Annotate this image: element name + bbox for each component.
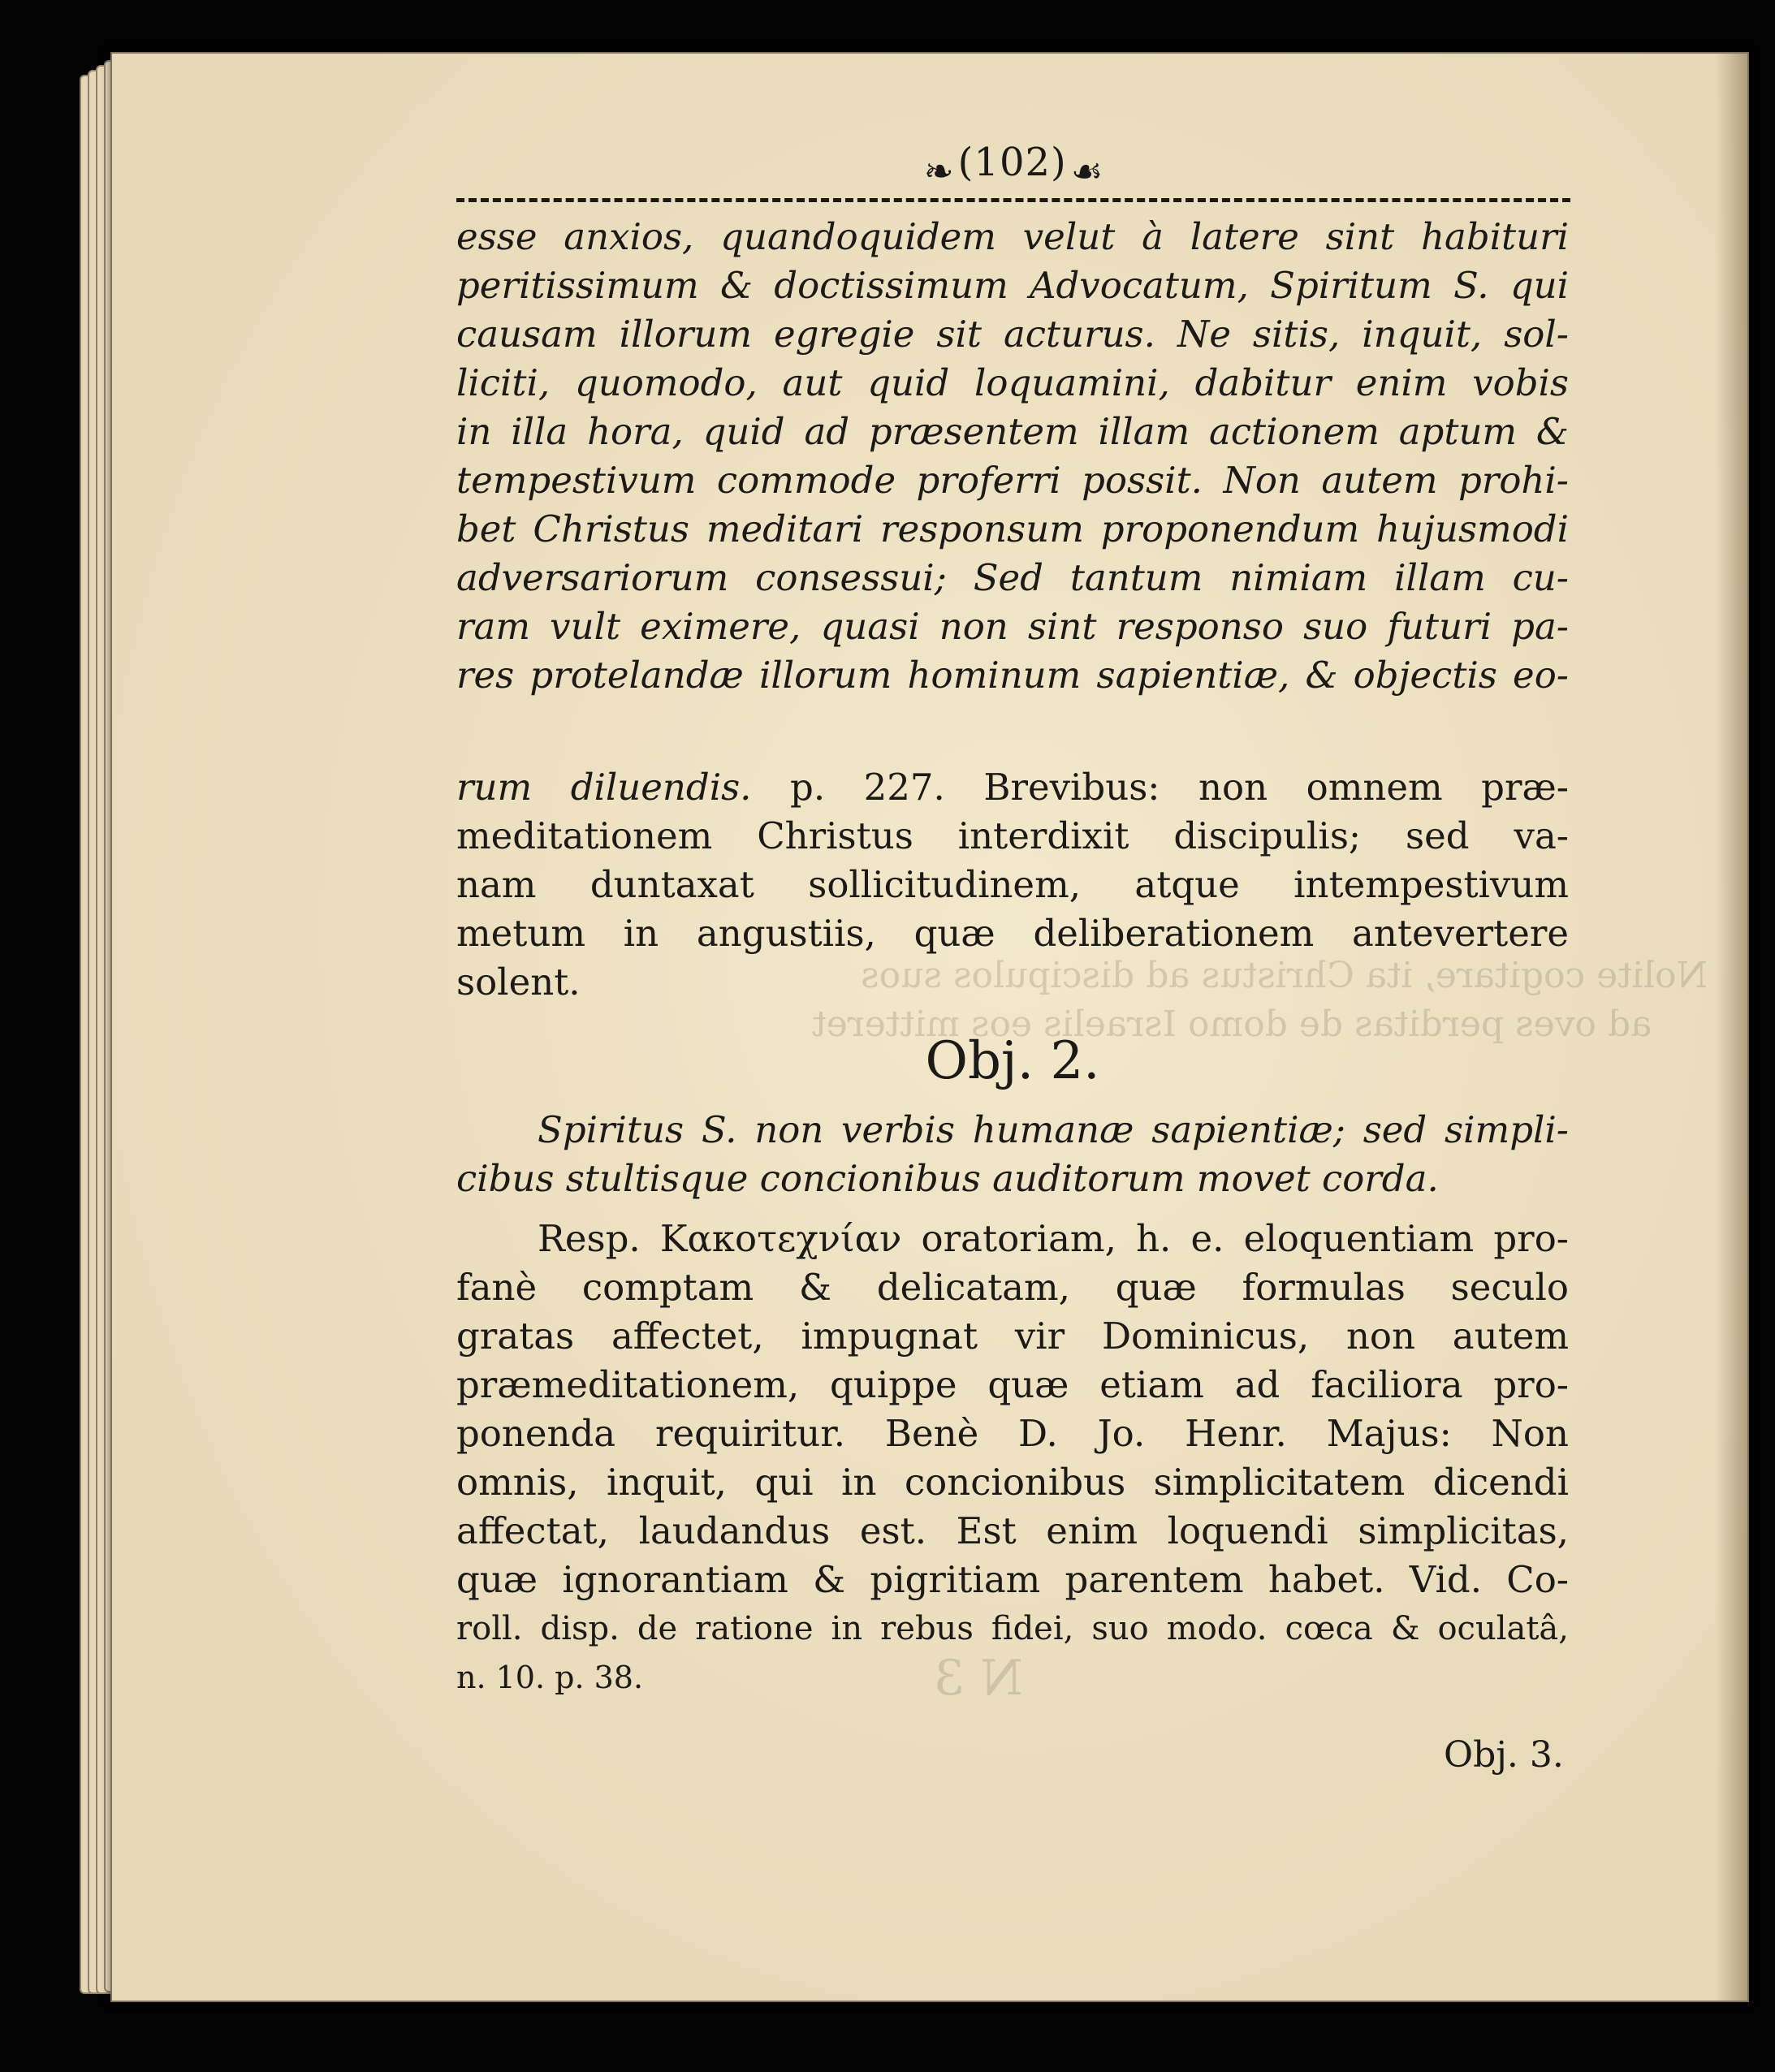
text-line: fanè comptam & delicatam, quæ formulas seculo bbox=[456, 1266, 1569, 1309]
show-through-signature: N 3 bbox=[934, 1650, 1023, 1707]
objection-text bbox=[456, 1155, 1569, 1203]
text-line: causam illorum egregie sit acturus. Ne sitis, inquit, sol- bbox=[456, 313, 1569, 356]
text-line: res protelandæ illorum hominum sapientiæ, & objectis eo- bbox=[456, 654, 1569, 697]
show-through-text: Nolite cogitare, ita Christus ad discipulos suos bbox=[861, 955, 1708, 996]
page-number: (102) bbox=[957, 140, 1067, 185]
text-line: ram vult eximere, quasi non sint responso suo futuri pa- bbox=[456, 605, 1569, 648]
text-line: n. 10. p. 38. bbox=[456, 1660, 644, 1695]
text-line: bet Christus meditari responsum proponendum hujusmodi bbox=[456, 507, 1569, 550]
text-line: nam duntaxat sollicitudinem, atque intempestivum bbox=[456, 863, 1569, 906]
italic-passage bbox=[456, 213, 1569, 700]
catchword: Obj. 3. bbox=[1444, 1734, 1564, 1776]
text-line: meditationem Christus interdixit discipulis; sed va- bbox=[456, 814, 1569, 857]
show-through-text: ad oves perditas de domo Israelis eos mitteret bbox=[812, 1004, 1652, 1045]
text-line: quæ ignorantiam & pigritiam parentem habet. Vid. Co- bbox=[456, 1558, 1569, 1601]
ornament-right-icon: ☙ bbox=[1070, 151, 1103, 192]
text-line: Resp. Κακοτεχνίαν oratoriam, h. e. eloquentiam pro- bbox=[538, 1217, 1569, 1260]
text-line: affectat, laudandus est. Est enim loquendi simplicitas, bbox=[456, 1509, 1569, 1552]
text-line: præmeditationem, quippe quæ etiam ad faciliora pro- bbox=[456, 1363, 1569, 1406]
text-line: metum in angustiis, quæ deliberationem antevertere bbox=[456, 912, 1569, 955]
text-line: gratas affectet, impugnat vir Dominicus, non autem bbox=[456, 1314, 1569, 1358]
text-line: solent. bbox=[456, 960, 581, 1004]
text-line: esse anxios, quandoquidem velut à latere sint habituri bbox=[456, 215, 1569, 258]
text-line: adversariorum consessui; Sed tantum nimiam illam cu- bbox=[456, 556, 1569, 599]
roman-passage bbox=[456, 812, 1569, 1007]
text-line: Spiritus S. non verbis humanæ sapientiæ; sed simpli- bbox=[538, 1108, 1569, 1151]
citation-roman: p. 227. Brevibus: non omnem præ- bbox=[751, 766, 1569, 809]
text-line: in illa hora, quid ad præsentem illam actionem aptum & bbox=[456, 410, 1569, 453]
text-line bbox=[456, 763, 1569, 812]
response-text bbox=[456, 1263, 1569, 1458]
page-gutter-shadow bbox=[1715, 54, 1747, 2001]
quotation-text bbox=[456, 1458, 1569, 1702]
response-text bbox=[538, 1215, 1569, 1263]
objection-text bbox=[538, 1106, 1569, 1155]
text-line: roll. disp. de ratione in rebus fidei, suo modo. cœca & oculatâ, bbox=[456, 1610, 1569, 1647]
text-line: omnis, inquit, qui in concionibus simplicitatem dicendi bbox=[456, 1461, 1569, 1504]
text-line: cibus stultisque concionibus auditorum movet corda. bbox=[456, 1157, 1439, 1200]
section-heading: Obj. 2. bbox=[925, 1031, 1100, 1091]
header-rule bbox=[456, 198, 1570, 202]
mixed-line bbox=[456, 763, 1569, 812]
running-header bbox=[458, 140, 1569, 192]
text-line: ponenda requiritur. Benè D. Jo. Henr. Majus: Non bbox=[456, 1412, 1569, 1455]
text-line: peritissimum & doctissimum Advocatum, Spiritum S. qui bbox=[456, 264, 1569, 307]
text-line: liciti, quomodo, aut quid loquamini, dabitur enim vobis bbox=[456, 361, 1569, 404]
citation-italic: rum diluendis. bbox=[456, 766, 752, 809]
text-line: tempestivum commode proferri possit. Non autem prohi- bbox=[456, 459, 1569, 502]
ornament-left-icon: ❧ bbox=[923, 151, 954, 192]
